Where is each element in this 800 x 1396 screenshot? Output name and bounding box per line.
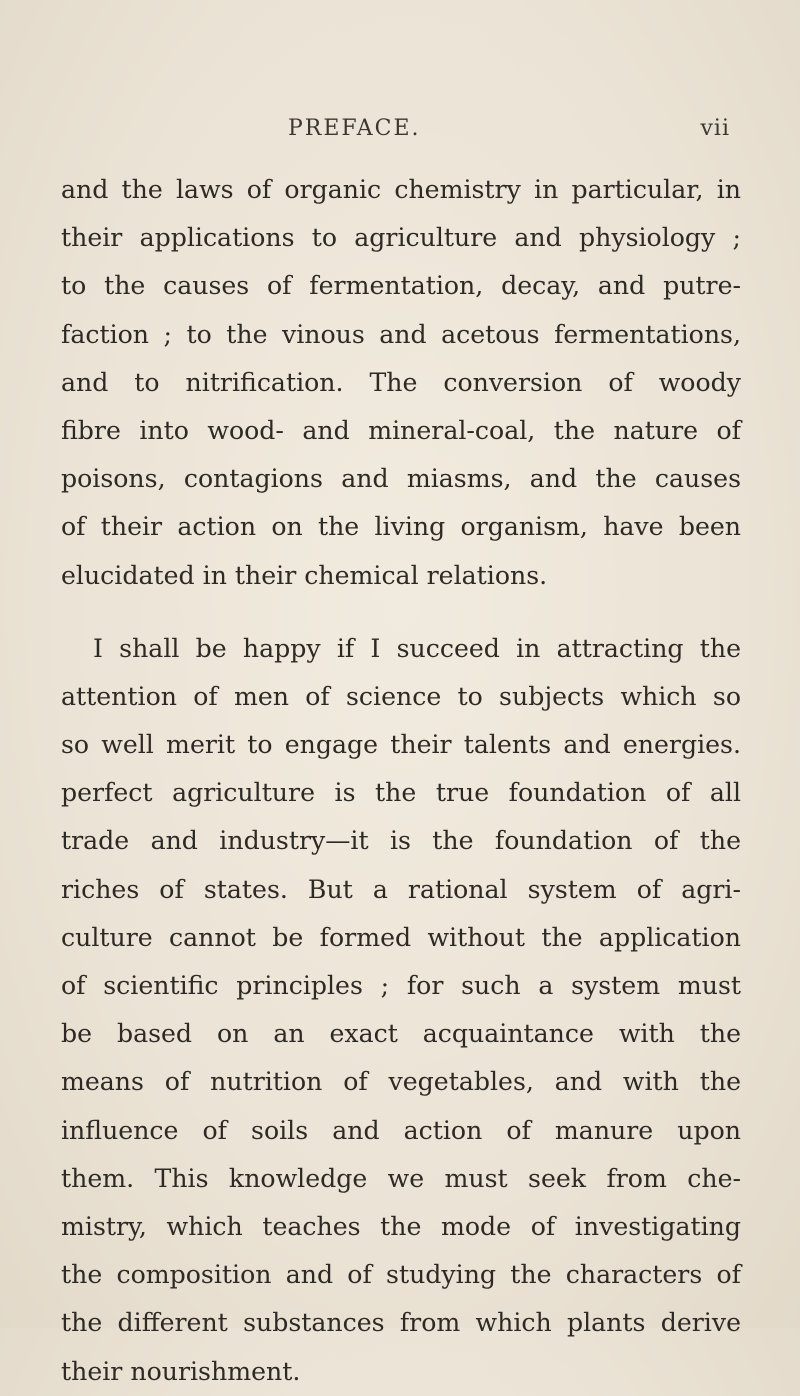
text-line: the different substances from which plants derive [61, 1308, 741, 1338]
text-line: and the laws of organic chemistry in particular, in [61, 175, 741, 204]
text-line: trade and industry—it is the foundation of the [61, 826, 741, 856]
text-line: I shall be happy if I succeed in attracting the [93, 633, 741, 663]
paragraph-gap [61, 600, 741, 625]
text-line: elucidated in their chemical relations. [61, 560, 548, 590]
text-line: attention of men of science to subjects which so [61, 681, 741, 711]
text-line: perfect agriculture is the true foundation of all [61, 778, 741, 808]
text-line: mistry, which teaches the mode of investigating [61, 1211, 741, 1241]
text-line: to the causes of fermentation, decay, and putre- [61, 271, 741, 301]
text-line: riches of states. But a rational system of agri- [61, 874, 741, 904]
paragraph-2 [61, 625, 741, 1396]
text-line: them. This knowledge we must seek from che- [61, 1163, 741, 1193]
paragraph-1 [61, 166, 741, 600]
running-head [60, 116, 740, 146]
running-title: PREFACE. [288, 116, 421, 141]
text-line: poisons, contagions and miasms, and the causes [61, 464, 741, 494]
text-line: their applications to agriculture and physiology ; [61, 223, 741, 253]
text-line: means of nutrition of vegetables, and with the [61, 1067, 741, 1097]
text-line: of their action on the living organism, have been [61, 512, 741, 542]
text-line: their nourishment. [61, 1356, 301, 1386]
page-number: vii [700, 116, 730, 141]
text-line: the composition and of studying the characters of [61, 1260, 741, 1290]
text-line: be based on an exact acquaintance with the [61, 1019, 741, 1049]
text-line: so well merit to engage their talents and energies. [61, 730, 741, 760]
text-line: influence of soils and action of manure upon [61, 1115, 741, 1145]
body-text [61, 166, 741, 1396]
text-line: culture cannot be formed without the application [61, 922, 741, 952]
text-line: faction ; to the vinous and acetous fermentations, [61, 319, 741, 349]
text-line: fibre into wood- and mineral-coal, the nature of [61, 415, 741, 445]
text-line: of scientific principles ; for such a system must [61, 971, 741, 1000]
text-line: and to nitrification. The conversion of woody [61, 367, 741, 397]
